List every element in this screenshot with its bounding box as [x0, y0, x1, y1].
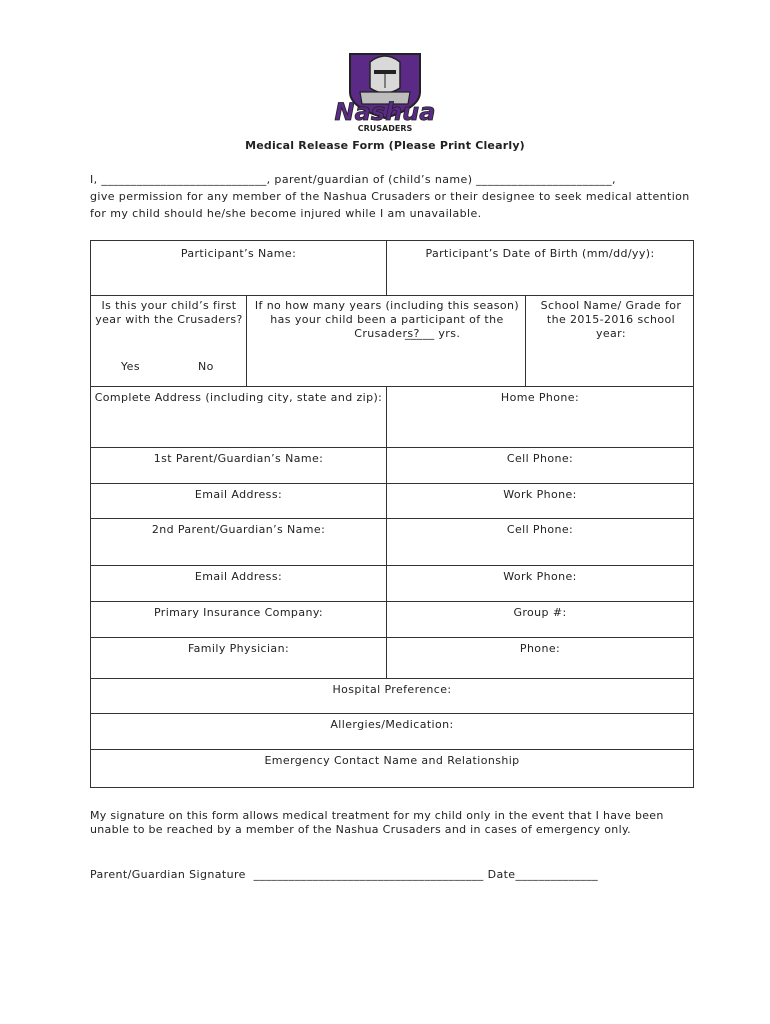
- parent2-work-phone-field[interactable]: Work Phone:: [503, 570, 577, 583]
- years-blank[interactable]: _____ yrs.: [405, 327, 461, 340]
- emergency-contact-field[interactable]: Emergency Contact Name and Relationship: [264, 754, 520, 767]
- hospital-preference-field[interactable]: Hospital Preference:: [332, 683, 452, 696]
- school-grade-field[interactable]: School Name/ Grade for the 2015-2016 school year:: [540, 299, 682, 340]
- parent1-email-field[interactable]: Email Address:: [194, 488, 283, 501]
- physician-phone-field[interactable]: Phone:: [519, 642, 561, 655]
- logo-subtitle-text: CRUSADERS: [357, 124, 413, 133]
- home-phone-field[interactable]: Home Phone:: [500, 391, 580, 404]
- logo-brand-text: Nashua: [334, 98, 436, 126]
- group-number-field[interactable]: Group #:: [513, 606, 567, 619]
- signature-line[interactable]: Parent/Guardian Signature _______________________________________ Date______________: [90, 868, 599, 881]
- allergies-field[interactable]: Allergies/Medication:: [330, 718, 454, 731]
- intro-line-3: for my child should he/she become injured while I am unavailable.: [90, 207, 482, 220]
- parent2-email-field[interactable]: Email Address:: [194, 570, 283, 583]
- consent-text: My signature on this form allows medical treatment for my child only in the event that I have been unable to be reached by a member of the Nashua Crusaders and in cases of emergency only.: [90, 809, 664, 836]
- physician-field[interactable]: Family Physician:: [187, 642, 290, 655]
- parent1-work-phone-field[interactable]: Work Phone:: [503, 488, 577, 501]
- parent1-name-field[interactable]: 1st Parent/Guardian’s Name:: [153, 452, 324, 465]
- years-question: If no how many years (including this season) has your child been a participant of the Crusaders?: [254, 299, 520, 340]
- crusaders-logo: [328, 48, 442, 134]
- form-title: Medical Release Form (Please Print Clearly): [245, 139, 525, 152]
- no-option[interactable]: No: [198, 360, 214, 373]
- participant-dob-field[interactable]: Participant’s Date of Birth (mm/dd/yy):: [425, 247, 655, 260]
- parent2-cell-phone-field[interactable]: Cell Phone:: [506, 523, 574, 536]
- parent2-name-field[interactable]: 2nd Parent/Guardian’s Name:: [151, 523, 326, 536]
- intro-line-2: give permission for any member of the Nashua Crusaders or their designee to seek medical attention: [90, 190, 690, 203]
- address-field[interactable]: Complete Address (including city, state and zip):: [94, 391, 383, 404]
- parent1-cell-phone-field[interactable]: Cell Phone:: [506, 452, 574, 465]
- insurance-field[interactable]: Primary Insurance Company:: [153, 606, 324, 619]
- yes-option[interactable]: Yes: [121, 360, 140, 373]
- form-table: [90, 240, 694, 788]
- first-year-question: Is this your child’s first year with the Crusaders?: [95, 299, 243, 326]
- participant-name-field[interactable]: Participant’s Name:: [180, 247, 297, 260]
- intro-line-1: I, ____________________________, parent/guardian of (child’s name) _______________________,: [90, 173, 616, 186]
